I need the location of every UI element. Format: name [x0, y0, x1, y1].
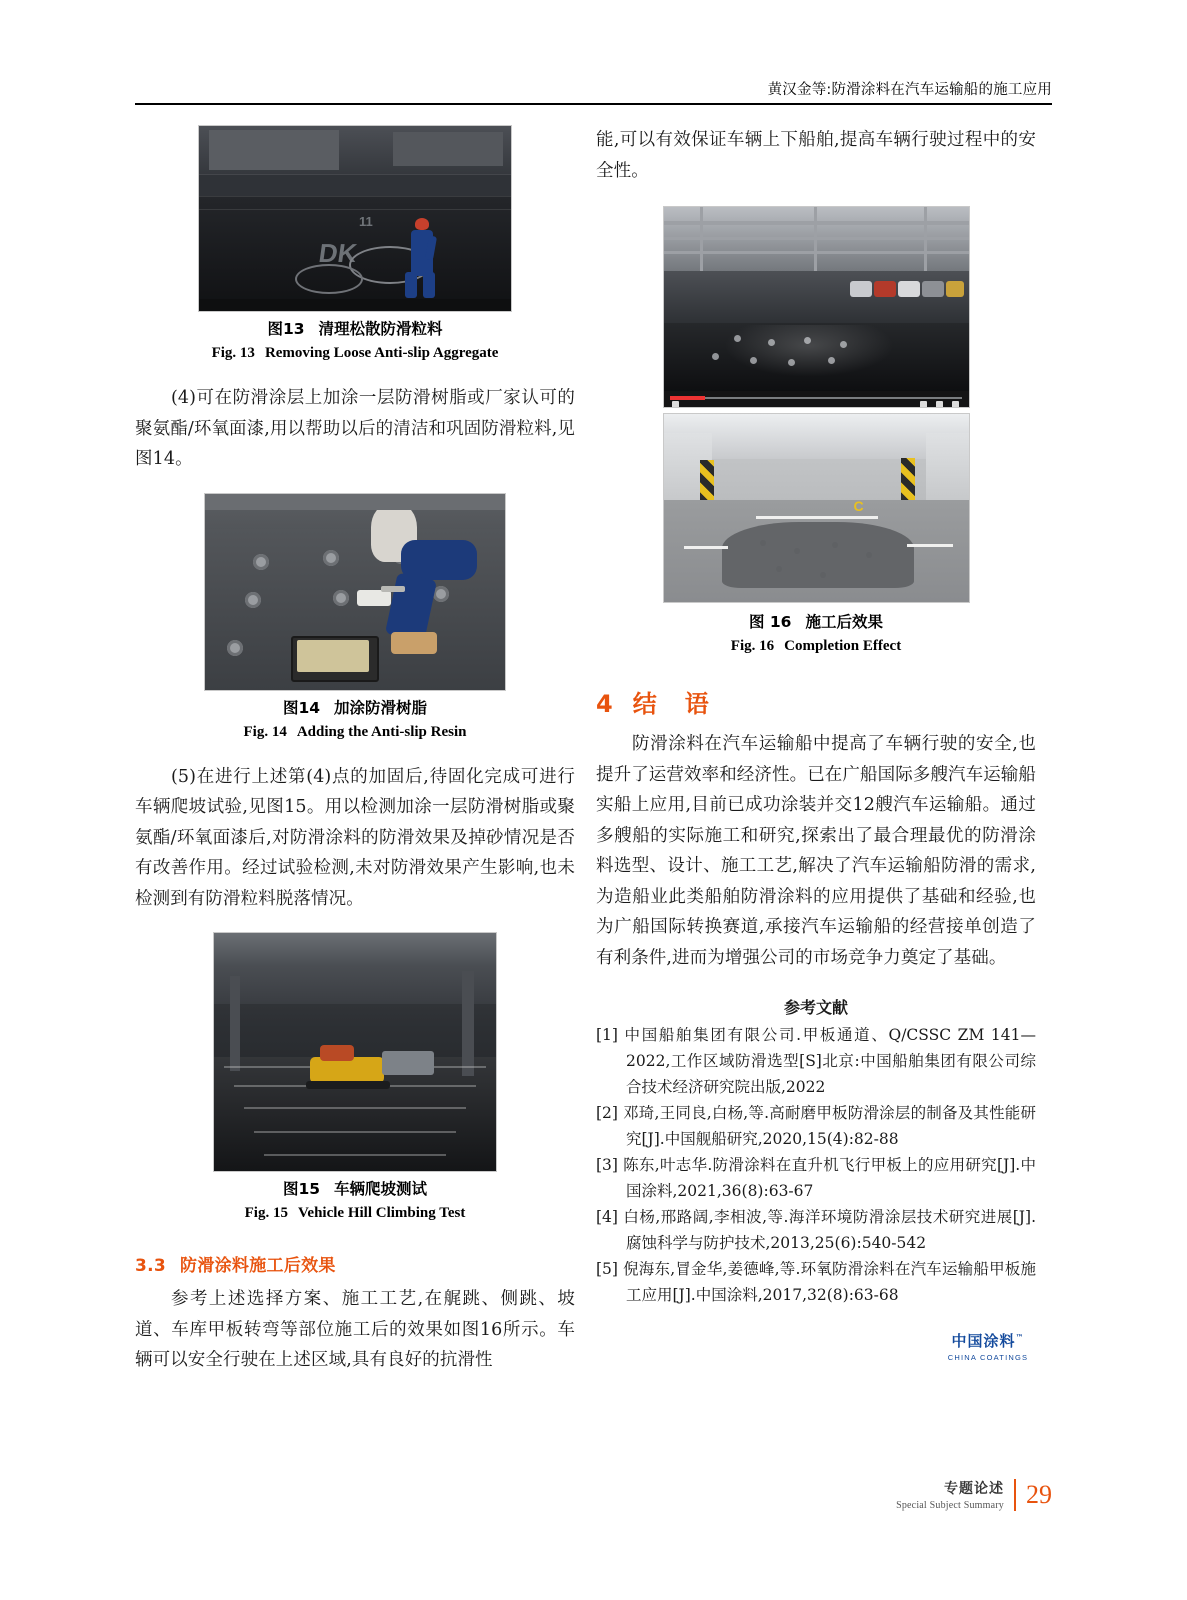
paragraph-step-4: (4)可在防滑涂层上加涂一层防滑树脂或厂家认可的聚氨酯/环氧面漆,用以帮助以后的清洁和巩固防滑粒料,见图14。 — [135, 388, 575, 469]
china-coatings-logo — [940, 1330, 1036, 1362]
references-list — [596, 1022, 1036, 1308]
reference-item: [5] 倪海东,冒金华,姜德峰,等.环氧防滑涂料在汽车运输船甲板施工应用[J].中国涂料,2017,32(8):63-68 — [596, 1260, 1036, 1304]
figure-13-image: DK 11 — [198, 125, 512, 312]
section-4-heading — [596, 684, 1036, 719]
section-3-3-title: 防滑涂料施工后效果 — [180, 1256, 336, 1276]
figure-15 — [135, 932, 575, 1225]
footer-category-en: Special Subject Summary — [896, 1500, 1004, 1511]
figure-14-image — [204, 493, 506, 691]
figure-15-caption-cn — [135, 1178, 575, 1201]
video-progress-bar[interactable] — [664, 391, 969, 407]
figure-14-caption-cn — [135, 697, 575, 720]
paragraph-3-3: 参考上述选择方案、施工工艺,在艉跳、侧跳、坡道、车库甲板转弯等部位施工后的效果如图16所示。车辆可以安全行驶在上述区域,具有良好的抗滑性 — [135, 1289, 575, 1370]
play-icon[interactable] — [672, 401, 679, 408]
footer-category-cn: 专题论述 — [944, 1481, 1004, 1497]
section-4-title: 结 语 — [632, 690, 711, 718]
figure-14-number-en: Fig. 14 — [243, 723, 287, 740]
figure-14-caption-en — [135, 721, 575, 744]
figure-15-image — [213, 932, 497, 1172]
deck-letter-marking: C — [853, 498, 864, 514]
page-footer — [596, 1478, 1052, 1526]
running-head: 黄汉金等:防滑涂料在汽车运输船的施工应用 — [767, 82, 1052, 98]
figure-14 — [135, 493, 575, 744]
fullscreen-icon[interactable] — [952, 401, 959, 408]
left-column — [135, 125, 575, 1376]
figure-13-title-en: Removing Loose Anti-slip Aggregate — [264, 345, 499, 361]
figure-13-number-en: Fig. 13 — [211, 345, 255, 361]
figure-15-number-cn: 图15 — [282, 1180, 321, 1198]
figure-16-number-cn: 图 16 — [749, 613, 792, 631]
figure-13 — [135, 125, 575, 365]
reference-item: [4] 白杨,邢路阔,李相波,等.海洋环境防滑涂层技术研究进展[J].腐蚀科学与防护技术,2013,25(6):540-542 — [596, 1208, 1036, 1252]
references-title: 参考文献 — [783, 998, 848, 1017]
figure-16-image-a — [663, 206, 970, 408]
logo-text-en: CHINA COATINGS — [947, 1353, 1029, 1362]
figure-15-title-en: Vehicle Hill Climbing Test — [297, 1205, 466, 1221]
settings-icon[interactable] — [936, 401, 943, 408]
figure-15-number-en: Fig. 15 — [244, 1205, 288, 1221]
footer-divider — [1014, 1479, 1016, 1511]
figure-16-number-en: Fig. 16 — [730, 638, 775, 654]
header-rule — [135, 103, 1052, 105]
figure-13-caption-en — [135, 342, 575, 365]
reference-item: [3] 陈东,叶志华.防滑涂料在直升机飞行甲板上的应用研究[J].中国涂料,2021,36(8):63-67 — [596, 1156, 1036, 1200]
reference-item: [1] 中国船舶集团有限公司.甲板通道、Q/CSSC ZM 141—2022,工作区域防滑选型[S]北京:中国船舶集团有限公司综合技术经济研究院出版,2022 — [596, 1026, 1036, 1096]
figure-16-caption-cn — [596, 611, 1036, 634]
section-3-3-number: 3.3 — [135, 1256, 167, 1276]
figure-16-title-cn: 施工后效果 — [805, 613, 883, 631]
paragraph-continued: 能,可以有效保证车辆上下船舶,提高车辆行驶过程中的安全性。 — [596, 130, 1036, 181]
right-column — [596, 125, 1036, 1362]
figure-13-caption-cn — [135, 318, 575, 341]
logo-text-cn: 中国涂料™ — [951, 1332, 1025, 1350]
section-4-number: 4 — [596, 690, 615, 718]
figure-14-title-cn: 加涂防滑树脂 — [334, 698, 428, 717]
section-3-3-heading — [135, 1251, 575, 1276]
reference-item: [2] 邓琦,王同良,白杨,等.高耐磨甲板防滑涂层的制备及其性能研究[J].中国舰船研究,2020,15(4):82-88 — [596, 1104, 1036, 1148]
figure-15-title-cn: 车辆爬坡测试 — [334, 1180, 428, 1198]
figure-16 — [596, 206, 1036, 658]
volume-icon[interactable] — [920, 401, 927, 408]
figure-13-number-cn: 图13 — [267, 320, 305, 338]
figure-13-title-cn: 清理松散防滑粒料 — [318, 320, 443, 338]
paragraph-step-5: (5)在进行上述第(4)点的加固后,待固化完成可进行车辆爬坡试验,见图15。用以检测加涂一层防滑树脂或聚氨酯/环氧面漆后,对防滑涂料的防滑效果及掉砂情况是否有改善作用。经过试验检测,未对防滑效果产生影响,也未检测到有防滑粒料脱落情况。 — [135, 766, 575, 909]
paragraph-conclusion: 防滑涂料在汽车运输船中提高了车辆行驶的安全,也提升了运营效率和经济性。已在广船国际多艘汽车运输船实船上应用,目前已成功涂装并交12艘汽车运输船。通过多艘船的实际施工和研究,探索出了最合理最优的防滑涂料选型、设计、施工工艺,解决了汽车运输船防滑的需求,为造船业此类船舶防滑涂料的应用提供了基础和经验,也为广船国际转换赛道,承接汽车运输船的经营接单创造了有利条件,进而为增强公司的市场竞争力奠定了基础。 — [596, 734, 1036, 968]
figure-14-number-cn: 图14 — [282, 698, 321, 717]
page-number: 29 — [1026, 1479, 1052, 1509]
figure-14-title-en: Adding the Anti-slip Resin — [296, 723, 467, 740]
figure-16-image-b — [663, 413, 970, 603]
figure-15-caption-en — [135, 1202, 575, 1225]
figure-16-title-en: Completion Effect — [784, 638, 902, 654]
figure-16-caption-en — [596, 635, 1036, 658]
